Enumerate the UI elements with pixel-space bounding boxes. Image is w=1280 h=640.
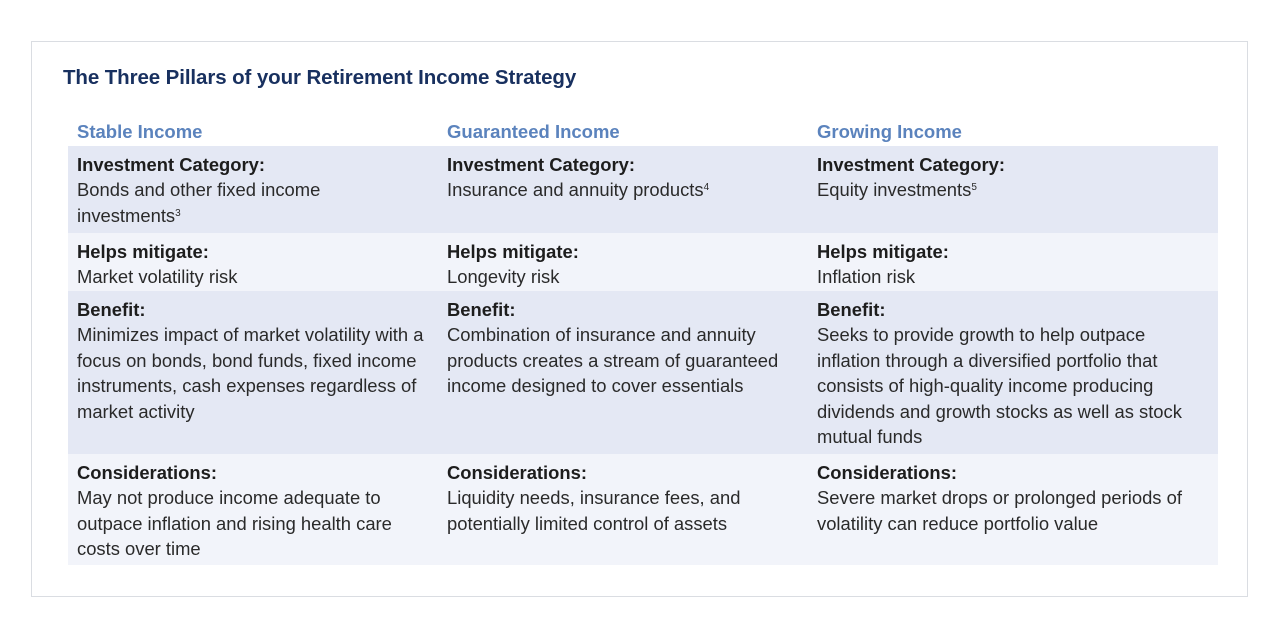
pillars-table	[68, 118, 1218, 565]
cell-label: Investment Category:	[77, 154, 266, 175]
cell-label: Helps mitigate:	[77, 241, 209, 262]
cell-label: Considerations:	[447, 462, 587, 483]
cell-growing-considerations	[808, 454, 1218, 565]
cell-value: May not produce income adequate to outpace inflation and rising health care costs over time	[77, 487, 392, 560]
cell-stable-helps-mitigate	[68, 233, 438, 291]
cell-label: Considerations:	[77, 462, 217, 483]
cell-growing-helps-mitigate	[808, 233, 1218, 291]
cell-guaranteed-helps-mitigate	[438, 233, 808, 291]
cell-value: Liquidity needs, insurance fees, and potentially limited control of assets	[447, 487, 741, 534]
cell-label: Helps mitigate:	[817, 241, 949, 262]
cell-value: Bonds and other fixed income investments$^3$	[77, 179, 321, 226]
cell-label: Benefit:	[77, 299, 146, 320]
cell-growing-investment-category	[808, 146, 1218, 233]
cell-value: Market volatility risk	[77, 266, 238, 288]
cell-value: Equity investments$^5$	[817, 179, 977, 201]
cell-guaranteed-investment-category	[438, 146, 808, 233]
cell-label: Investment Category:	[447, 154, 636, 175]
cell-label: Helps mitigate:	[447, 241, 579, 262]
header-guaranteed-income: Guaranteed Income	[438, 118, 808, 146]
cell-value: Combination of insurance and annuity products creates a stream of guaranteed income designed to cover essentials	[447, 324, 779, 397]
header-growing-income: Growing Income	[808, 118, 1218, 146]
cell-value: Severe market drops or prolonged periods of volatility can reduce portfolio value	[817, 487, 1182, 534]
cell-value: Minimizes impact of market volatility with a focus on bonds, bond funds, fixed income instruments, cash expenses regardless of market activity	[77, 324, 424, 422]
cell-label: Benefit:	[447, 299, 516, 320]
cell-stable-benefit	[68, 291, 438, 454]
cell-label: Investment Category:	[817, 154, 1006, 175]
cell-label: Considerations:	[817, 462, 957, 483]
row-investment-category	[68, 146, 1218, 233]
cell-stable-considerations	[68, 454, 438, 565]
page-title: The Three Pillars of your Retirement Income Strategy	[63, 66, 577, 89]
row-considerations	[68, 454, 1218, 565]
cell-growing-benefit	[808, 291, 1218, 454]
cell-guaranteed-considerations	[438, 454, 808, 565]
footnote-marker: 3	[175, 207, 181, 219]
header-row	[68, 118, 1218, 146]
row-helps-mitigate	[68, 233, 1218, 291]
cell-value: Seeks to provide growth to help outpace inflation through a diversified portfolio that consists of high-quality income producing dividends and growth stocks as well as stock mutual funds	[817, 324, 1182, 448]
row-benefit	[68, 291, 1218, 454]
cell-stable-investment-category	[68, 146, 438, 233]
cell-value: Longevity risk	[447, 266, 560, 288]
footnote-marker: 4	[703, 182, 710, 194]
header-stable-income: Stable Income	[68, 118, 438, 146]
cell-value: Insurance and annuity products$^4$	[447, 179, 710, 201]
cell-label: Benefit:	[817, 299, 886, 320]
cell-guaranteed-benefit	[438, 291, 808, 454]
footnote-marker: 5	[971, 182, 977, 194]
cell-value: Inflation risk	[817, 266, 916, 288]
